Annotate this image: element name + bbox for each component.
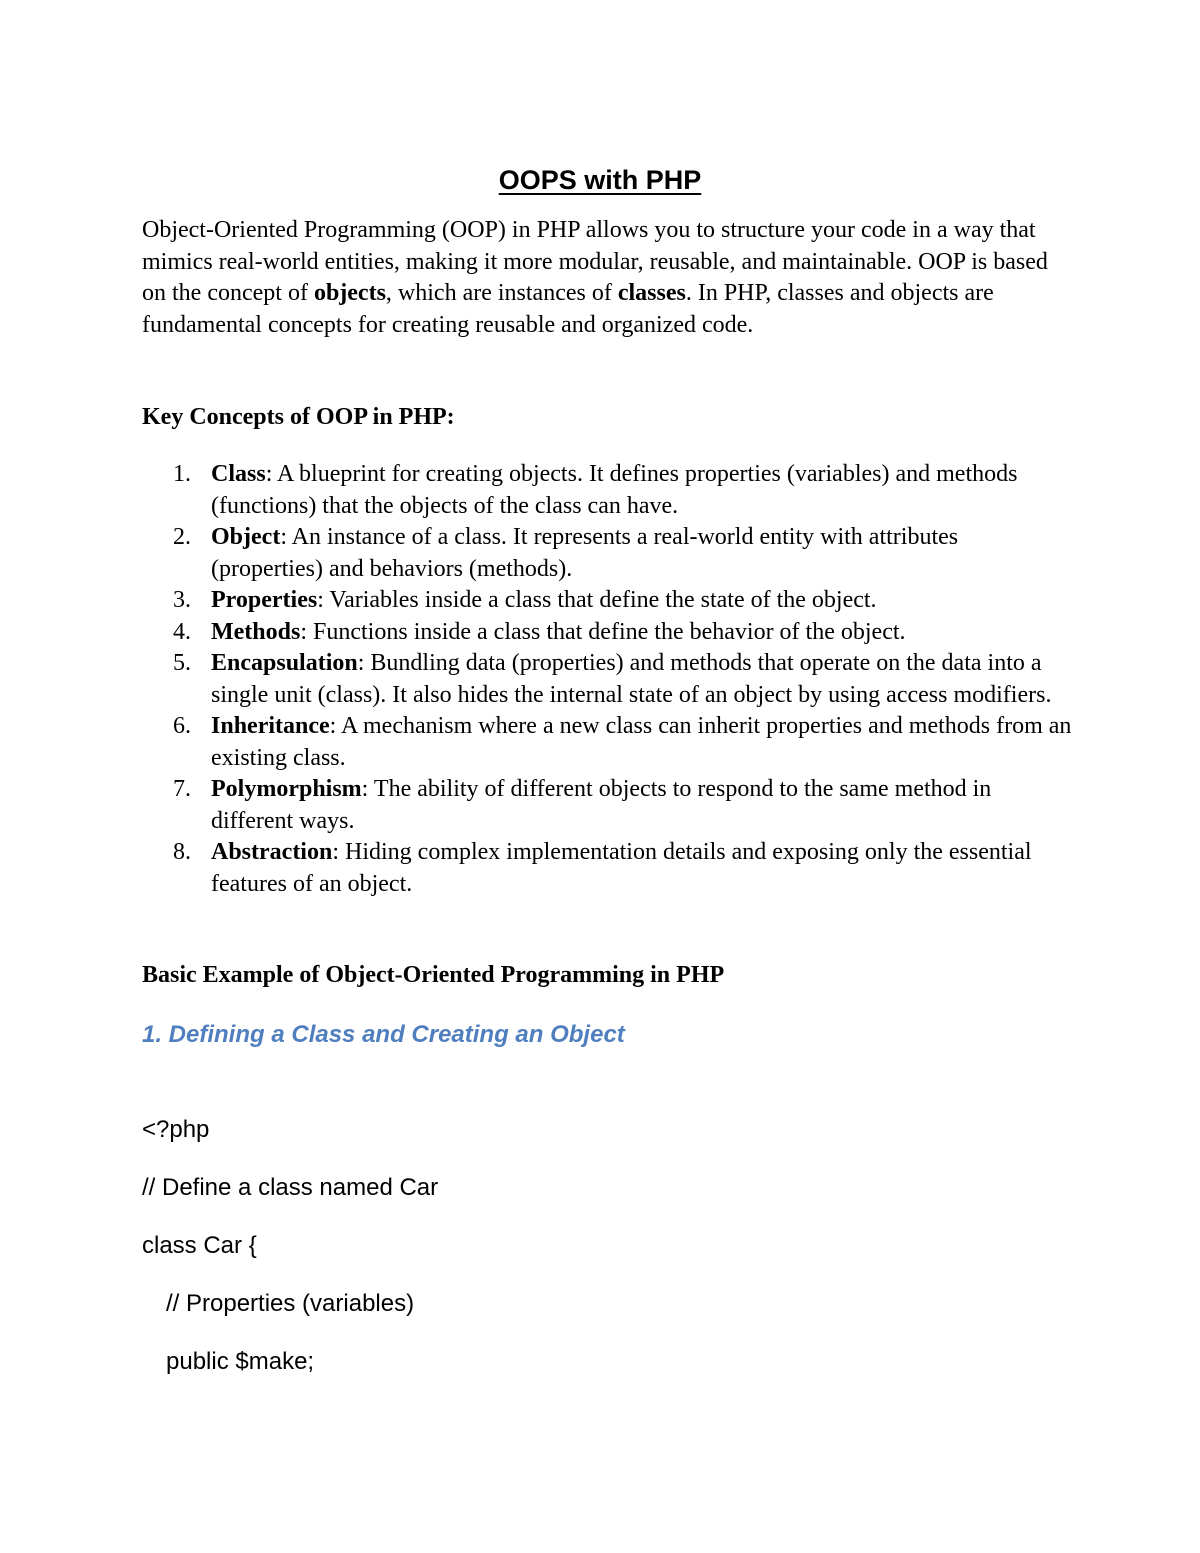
- intro-text: . In PHP, classes and objects are fundamental concepts for creating reusable and organized code.: [142, 280, 994, 338]
- concept-term: Encapsulation: [211, 650, 358, 676]
- concept-term: Class: [211, 461, 266, 487]
- list-number: 3.: [173, 587, 191, 613]
- list-number: 8.: [173, 839, 191, 865]
- code-line: class Car {: [142, 1232, 257, 1259]
- list-item: [142, 711, 1072, 774]
- key-concepts-list: [142, 459, 1072, 900]
- list-number: 7.: [173, 776, 191, 802]
- concept-term: Polymorphism: [211, 776, 362, 802]
- list-item: [142, 522, 1072, 585]
- code-line: // Define a class named Car: [142, 1174, 439, 1201]
- code-line: // Properties (variables): [166, 1290, 415, 1317]
- concept-description: : Bundling data (properties) and methods that operate on the data into a single unit (class). It also hides the internal state of an object by using access modifiers.: [211, 650, 1052, 708]
- section-heading: 1. Defining a Class and Creating an Object: [142, 1021, 625, 1048]
- concept-term: Methods: [211, 618, 301, 645]
- list-item: [142, 837, 1072, 900]
- intro-text: , which are instances of: [385, 280, 618, 306]
- list-number: 6.: [173, 713, 191, 739]
- code-line: public $make;: [166, 1348, 315, 1375]
- intro-text: Object-Oriented Programming (OOP) in PHP allows you to structure your code in a way that mimics real-world entities, making it more modular, reusable, and maintainable. OOP is based on the concept of: [142, 217, 1048, 306]
- intro-paragraph: [142, 215, 1072, 341]
- list-item: [142, 774, 1072, 837]
- concept-description: : Variables inside a class that define the state of the object.: [317, 587, 877, 613]
- list-item: [142, 648, 1072, 711]
- intro-bold-objects: objects: [313, 280, 386, 306]
- concept-term: Properties: [211, 587, 318, 613]
- concept-term: Object: [211, 524, 281, 550]
- concept-description: : The ability of different objects to respond to the same method in different ways.: [211, 776, 992, 834]
- list-number: 5.: [173, 650, 191, 676]
- concept-description: : Hiding complex implementation details and exposing only the essential features of an object.: [211, 839, 1032, 897]
- list-item: [142, 585, 1072, 617]
- list-number: 4.: [173, 618, 191, 645]
- example-heading: Basic Example of Object-Oriented Programming in PHP: [142, 962, 725, 988]
- list-item: [142, 459, 1072, 522]
- list-number: 1.: [173, 461, 191, 487]
- intro-bold-classes: classes: [617, 280, 686, 306]
- concept-term: Abstraction: [211, 839, 333, 865]
- concept-description: : A blueprint for creating objects. It defines properties (variables) and methods (functions) that the objects of the class can have.: [211, 461, 1018, 519]
- key-concepts-heading: Key Concepts of OOP in PHP:: [142, 404, 455, 430]
- concept-description: : An instance of a class. It represents a real-world entity with attributes (properties) and behaviors (methods).: [211, 524, 959, 582]
- list-item: [142, 617, 1072, 649]
- list-number: 2.: [173, 524, 191, 550]
- concept-description: : A mechanism where a new class can inherit properties and methods from an existing class.: [211, 713, 1072, 771]
- concept-term: Inheritance: [211, 713, 330, 739]
- document-title: OOPS with PHP: [498, 165, 702, 196]
- concept-description: : Functions inside a class that define the behavior of the object.: [300, 618, 906, 645]
- code-line: <?php: [142, 1116, 210, 1143]
